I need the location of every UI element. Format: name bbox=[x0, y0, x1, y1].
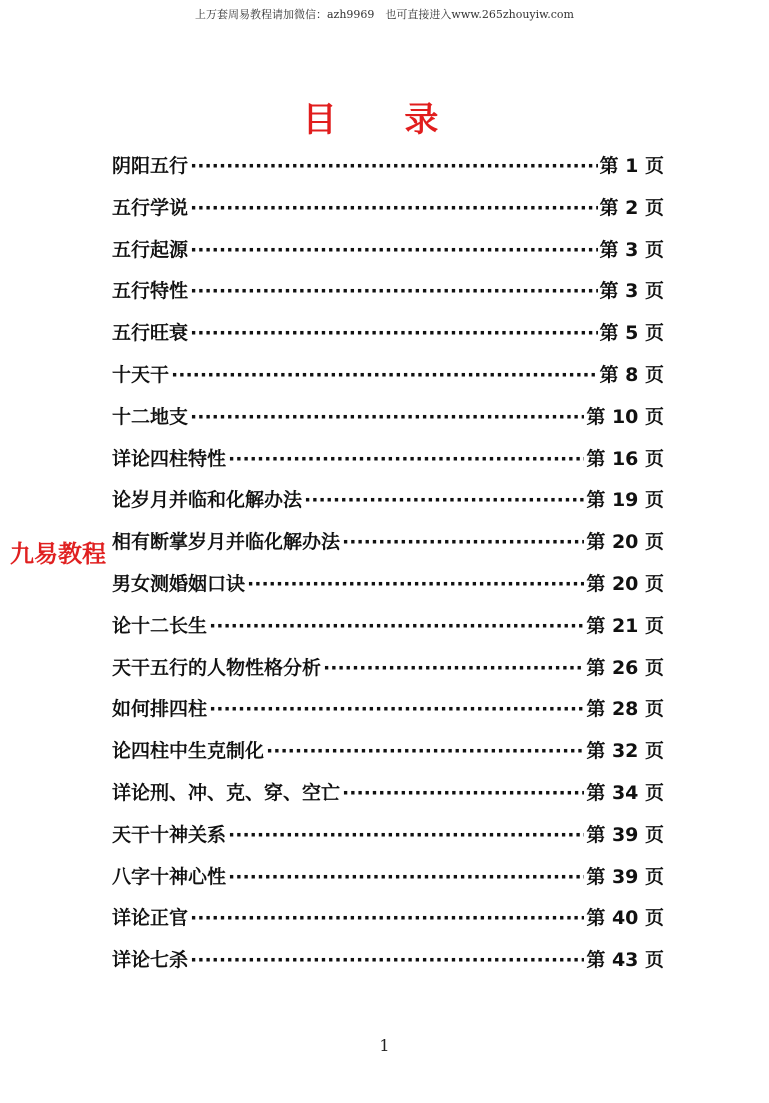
toc-entry-title: 五行特性 bbox=[112, 280, 189, 303]
toc-entry bbox=[112, 606, 664, 648]
toc-entry-page: 第 3 页 bbox=[599, 280, 664, 303]
toc-entry-title: 详论刑、冲、克、穿、空亡 bbox=[112, 781, 341, 804]
toc-entry-title: 男女测婚姻口诀 bbox=[112, 572, 246, 595]
toc-entry-title: 相有断掌岁月并临化解办法 bbox=[112, 531, 341, 554]
toc-entry bbox=[112, 773, 664, 815]
toc-entry bbox=[112, 522, 664, 564]
toc-entry bbox=[112, 188, 664, 230]
toc-entry bbox=[112, 355, 664, 397]
toc-entry bbox=[112, 940, 664, 982]
toc-entry-title: 如何排四柱 bbox=[112, 698, 208, 721]
toc-entry-page: 第 39 页 bbox=[586, 823, 664, 846]
watermark: 九易教程 bbox=[6, 534, 110, 569]
dot-leader bbox=[228, 815, 584, 857]
toc-entry-title: 五行起源 bbox=[112, 238, 189, 261]
toc-entry bbox=[112, 815, 664, 857]
toc-entry-title: 五行旺衰 bbox=[112, 322, 189, 345]
toc-entry-page: 第 20 页 bbox=[586, 572, 664, 595]
toc-entry-title: 五行学说 bbox=[112, 196, 189, 219]
toc-entry bbox=[112, 146, 664, 188]
toc-entry bbox=[112, 230, 664, 272]
toc-entry-title: 详论四柱特性 bbox=[112, 447, 227, 470]
dot-leader bbox=[228, 439, 584, 481]
promo-banner: 上万套周易教程请加微信：azh9969 也可直接进入www.265zhouyiw.com bbox=[194, 8, 574, 21]
page-number: 1 bbox=[379, 1036, 390, 1055]
toc-entry-title: 详论七杀 bbox=[112, 949, 189, 972]
dot-leader bbox=[190, 397, 584, 439]
dot-leader bbox=[190, 313, 598, 355]
dot-leader bbox=[209, 606, 584, 648]
toc-entry-page: 第 40 页 bbox=[586, 907, 664, 930]
table-of-contents bbox=[112, 146, 664, 982]
toc-entry bbox=[112, 439, 664, 481]
toc-entry bbox=[112, 689, 664, 731]
dot-leader bbox=[342, 773, 584, 815]
toc-entry-title: 论十二长生 bbox=[112, 614, 208, 637]
toc-entry bbox=[112, 857, 664, 899]
toc-entry-page: 第 34 页 bbox=[586, 781, 664, 804]
dot-leader bbox=[323, 648, 584, 690]
toc-entry bbox=[112, 731, 664, 773]
toc-entry-page: 第 3 页 bbox=[599, 238, 664, 261]
toc-entry-page: 第 10 页 bbox=[586, 405, 664, 428]
dot-leader bbox=[209, 689, 584, 731]
toc-entry-page: 第 39 页 bbox=[586, 865, 664, 888]
dot-leader bbox=[247, 564, 584, 606]
dot-leader bbox=[190, 940, 584, 982]
dot-leader bbox=[342, 522, 584, 564]
toc-entry bbox=[112, 898, 664, 940]
toc-entry-page: 第 32 页 bbox=[586, 740, 664, 763]
toc-entry-title: 天干十神关系 bbox=[112, 823, 227, 846]
toc-entry-page: 第 43 页 bbox=[586, 949, 664, 972]
dot-leader bbox=[190, 230, 598, 272]
dot-leader bbox=[266, 731, 584, 773]
toc-entry-title: 论岁月并临和化解办法 bbox=[112, 489, 303, 512]
toc-entry-page: 第 19 页 bbox=[586, 489, 664, 512]
toc-entry-page: 第 20 页 bbox=[586, 531, 664, 554]
toc-entry-title: 八字十神心性 bbox=[112, 865, 227, 888]
toc-entry-title: 阴阳五行 bbox=[112, 155, 189, 177]
toc-entry-page: 第 16 页 bbox=[586, 447, 664, 470]
dot-leader bbox=[304, 480, 584, 522]
dot-leader bbox=[190, 898, 584, 940]
toc-entry-page: 第 28 页 bbox=[586, 698, 664, 721]
toc-entry-page: 第 8 页 bbox=[599, 363, 664, 386]
toc-entry bbox=[112, 313, 664, 355]
toc-entry-page: 第 1 页 bbox=[599, 155, 664, 177]
toc-entry-page: 第 2 页 bbox=[599, 196, 664, 219]
toc-entry-page: 第 5 页 bbox=[599, 322, 664, 345]
toc-entry bbox=[112, 397, 664, 439]
toc-entry-title: 十二地支 bbox=[112, 405, 189, 428]
toc-entry bbox=[112, 564, 664, 606]
toc-entry bbox=[112, 271, 664, 313]
dot-leader bbox=[190, 146, 598, 188]
dot-leader bbox=[171, 355, 598, 397]
toc-entry-page: 第 21 页 bbox=[586, 614, 664, 637]
toc-entry-title: 论四柱中生克制化 bbox=[112, 740, 265, 763]
dot-leader bbox=[190, 271, 598, 313]
toc-entry bbox=[112, 648, 664, 690]
dot-leader bbox=[228, 857, 584, 899]
toc-entry bbox=[112, 480, 664, 522]
toc-entry-page: 第 26 页 bbox=[586, 656, 664, 679]
dot-leader bbox=[190, 188, 598, 230]
page-title: 目 录 bbox=[302, 100, 467, 140]
toc-entry-title: 详论正官 bbox=[112, 907, 189, 930]
toc-entry-title: 天干五行的人物性格分析 bbox=[112, 656, 322, 679]
toc-entry-title: 十天干 bbox=[112, 363, 170, 386]
